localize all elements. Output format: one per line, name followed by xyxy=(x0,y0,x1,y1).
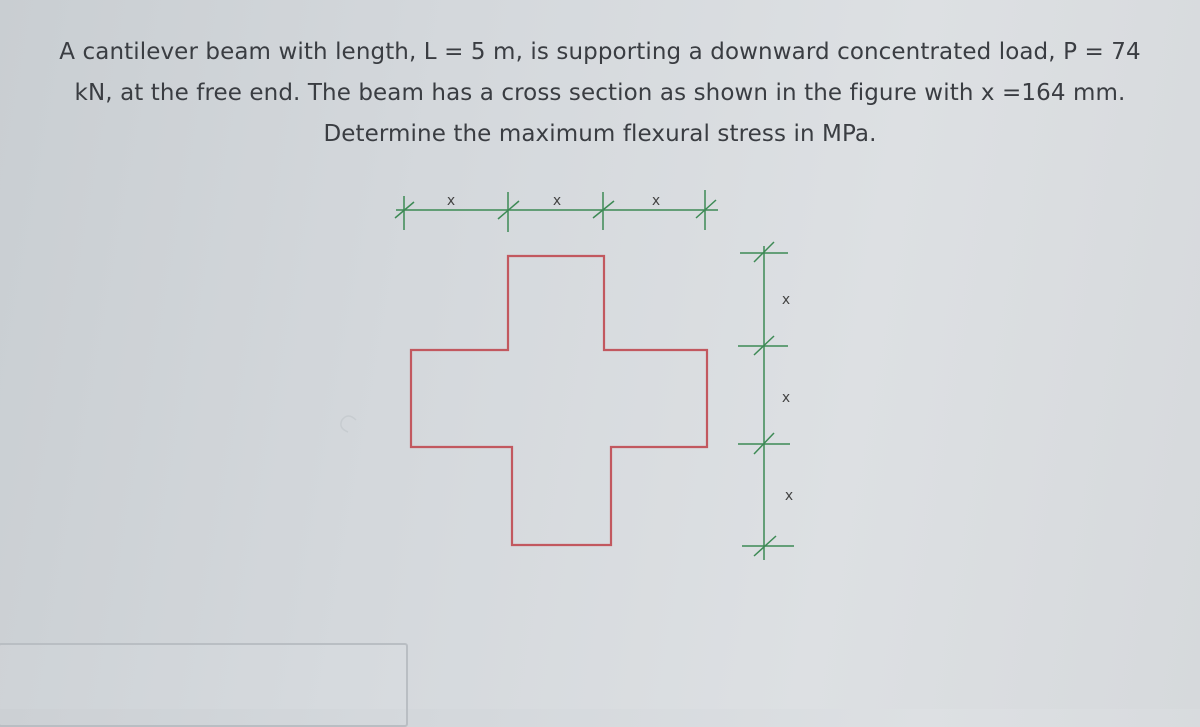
h-tick-4-slash xyxy=(696,200,716,218)
problem-line-3: Determine the maximum flexural stress in MPa. xyxy=(323,121,877,147)
v-label-2: x xyxy=(781,390,791,406)
h-label-1: x xyxy=(446,193,456,209)
problem-line-2: kN, at the free end. The beam has a cross section as shown in the figure with x =164 mm. xyxy=(74,80,1126,106)
v-label-3: x xyxy=(784,488,794,504)
h-label-3: x xyxy=(651,193,661,209)
cross-section-shape xyxy=(411,256,707,545)
problem-line-1: A cantilever beam with length, L = 5 m, is supporting a downward concentrated load, P = 74 xyxy=(59,39,1141,65)
answer-input-box[interactable] xyxy=(0,643,408,727)
v-label-1: x xyxy=(781,292,791,308)
h-label-2: x xyxy=(552,193,562,209)
faint-mark xyxy=(341,416,356,432)
